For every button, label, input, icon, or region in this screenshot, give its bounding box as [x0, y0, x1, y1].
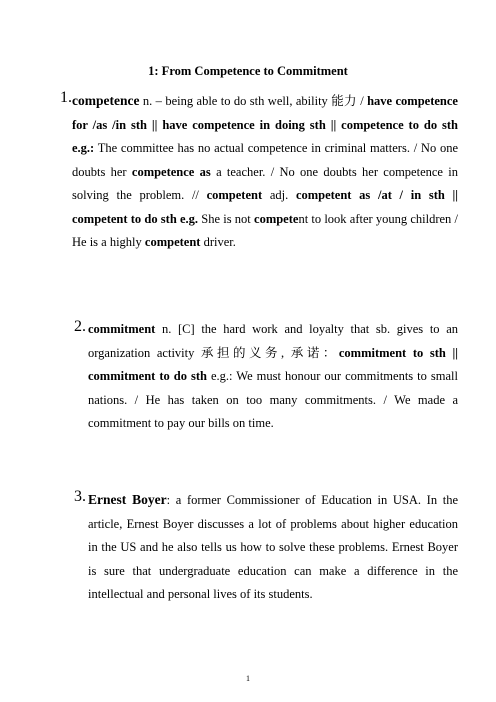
text-run: driver. [200, 235, 236, 249]
entry-text [88, 318, 458, 436]
page-number: 1 [246, 674, 250, 683]
entry-commitment [74, 318, 458, 436]
entry-competence [60, 89, 459, 255]
text-run-bold: competent [144, 235, 201, 249]
text-run-bold: commitment to sth || commitment to do sth [88, 345, 458, 383]
text-run: She is not [198, 211, 255, 226]
term: commitment [88, 322, 156, 336]
entry-number: 3. [74, 488, 86, 505]
text-run: n. [C] the hard work and loyalty that sb. gives to an organization activity 承担的义务, 承诺： [88, 322, 458, 360]
page-title: 1: From Competence to Commitment [148, 64, 348, 78]
text-run: e.g.: We must honour our commitments to small nations. / He has taken on too many commitments. / We made a commitment to pay our bills on time. [88, 369, 458, 430]
term: competence [72, 93, 140, 108]
text-run-bold: competent as /at / in sth || competent to do sth e.g. [72, 188, 459, 226]
entry-text [72, 89, 458, 255]
text-run: adj. [262, 188, 296, 202]
text-run: The committee has no actual competence in criminal matters. / No one doubts her [72, 141, 458, 179]
entry-ernest-boyer [74, 488, 459, 607]
text-run: nt to look after young children / He is a highly [72, 211, 458, 249]
text-run-bold: compete [254, 211, 299, 226]
entry-text [88, 488, 458, 607]
term: Ernest Boyer [88, 492, 167, 507]
text-run-bold: have competence for /as /in sth || have competence in doing sth || competence to do sth e.g.: [72, 94, 458, 155]
text-run-bold: competence as [131, 164, 211, 179]
text-run: : a former Commissioner of Education in USA. In the article, Ernest Boyer discusses a lot of problems about higher education in the US and he also tells us how to solve these problems. Ernest Boyer is sure that undergraduate education can make a difference in the intellectual and personal lives of its students. [88, 493, 459, 601]
text-run: a teacher. / No one doubts her competence in solving the problem. // [72, 164, 458, 202]
entry-number: 1. [60, 89, 72, 106]
text-run: n. – being able to do sth well, ability 能力 / [139, 94, 368, 108]
entry-number: 2. [74, 318, 86, 335]
text-run-bold: competent [206, 188, 263, 202]
